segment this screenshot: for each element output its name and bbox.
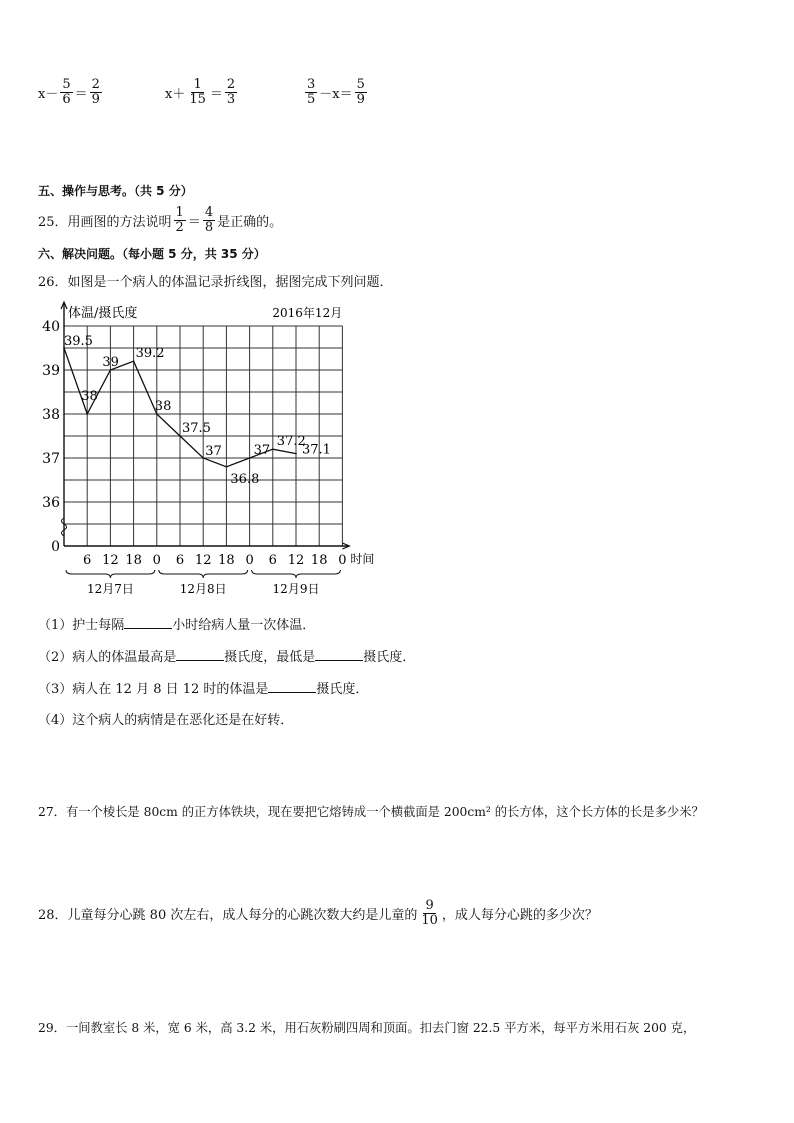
- question-26-1: [38, 614, 315, 633]
- section-5-heading: 五、操作与思考。（共 5 分）: [38, 184, 193, 198]
- y-tick-label: 38: [42, 407, 60, 423]
- answer-blank[interactable]: [315, 648, 363, 661]
- day-brace: [66, 570, 155, 578]
- data-point: [295, 453, 297, 455]
- q26-2-text-b: 摄氏度，最低是: [224, 650, 316, 665]
- x-tick-label: 18: [310, 553, 328, 568]
- data-value-label: 37.2: [276, 434, 306, 450]
- day-label: 12月7日: [86, 582, 134, 596]
- eq2-fraction-b: $\frac{2}{3}$: [226, 77, 236, 108]
- data-point: [86, 413, 88, 415]
- eq1-fraction-b: $\frac{2}{9}$: [91, 77, 100, 108]
- x-tick-label: 0: [152, 553, 161, 568]
- eq1-prefix: x－: [38, 87, 59, 103]
- q25-equals: ＝: [187, 215, 201, 231]
- x-tick-label: 12: [287, 553, 305, 568]
- data-point: [249, 457, 251, 459]
- data-value-label: 37: [253, 443, 271, 458]
- data-value-label: 39.5: [64, 334, 93, 349]
- y-tick-label: 37: [42, 451, 60, 467]
- section-6-heading: 六、解决问题。（每小题 5 分，共 35 分）: [38, 247, 266, 261]
- answer-blank[interactable]: [268, 680, 316, 693]
- answer-blank[interactable]: [124, 616, 172, 629]
- eq3-fraction-b: $\frac{5}{9}$: [356, 77, 365, 108]
- q26-2-text-a: （2）病人的体温最高是: [38, 650, 177, 665]
- chart-title: 2016年12月: [272, 306, 343, 320]
- x-tick-label: 0: [338, 553, 347, 568]
- data-point: [272, 448, 274, 450]
- y-tick-label: 39: [42, 363, 60, 379]
- x-tick-label: 6: [83, 553, 92, 568]
- x-axis-label: 时间: [350, 552, 374, 566]
- data-point: [179, 435, 181, 437]
- q28-fraction: $\frac{9}{10}$: [421, 898, 438, 929]
- day-brace: [159, 570, 248, 578]
- eq1-mid: ＝: [74, 87, 88, 103]
- temperature-line-chart: [34, 298, 374, 603]
- question-26-3: [38, 678, 368, 697]
- question-25: [38, 206, 282, 236]
- eq2-prefix: x＋: [165, 87, 186, 103]
- x-tick-label: 18: [218, 553, 235, 568]
- data-value-label: 38: [154, 399, 172, 414]
- x-tick-label: 12: [102, 553, 119, 568]
- q28-text-b: ，成人每分心跳的多少次？: [441, 908, 598, 924]
- q25-prefix: 25．用画图的方法说明: [38, 215, 172, 231]
- question-28: [38, 899, 598, 929]
- x-tick-label: 0: [245, 553, 254, 568]
- q28-text-a: 28．儿童每分心跳 80 次左右，成人每分的心跳次数大约是儿童的: [38, 908, 418, 924]
- q25-fraction-b: $\frac{4}{8}$: [204, 205, 214, 236]
- data-point: [202, 457, 204, 459]
- question-29: 29．一间教室长 8 米，宽 6 米，高 3.2 米，用石灰粉刷四周和顶面。扣去门窗 22.5 平方米，每平方米用石灰 200 克，: [38, 1021, 696, 1035]
- x-tick-label: 12: [194, 553, 212, 568]
- x-tick-label: 6: [268, 553, 277, 568]
- eq3-fraction-a: $\frac{3}{5}$: [307, 77, 316, 108]
- eq3-mid: －x＝: [319, 87, 353, 103]
- data-value-label: 37.5: [182, 421, 211, 436]
- y-tick-label: 36: [42, 495, 60, 511]
- data-point: [226, 466, 228, 468]
- data-value-label: 38: [81, 389, 98, 404]
- data-value-label: 39: [102, 355, 119, 370]
- question-26: 26．如图是一个病人的体温记录折线图，据图完成下列问题．: [38, 275, 393, 290]
- day-label: 12月9日: [272, 582, 320, 596]
- data-value-label: 36.8: [230, 471, 260, 487]
- question-27: 27．有一个棱长是 80cm 的正方体铁块，现在要把它熔铸成一个横截面是 200cm² 的长方体，这个长方体的长是多少米？: [38, 805, 704, 819]
- q26-1-text-b: 小时给病人量一次体温．: [172, 618, 316, 633]
- question-26-2: [38, 646, 415, 665]
- equation-1: [38, 78, 104, 108]
- q25-suffix: 是正确的。: [217, 215, 283, 231]
- equation-2: [165, 78, 239, 108]
- equation-3: [303, 78, 369, 108]
- q26-1-text-a: （1）护士每隔: [38, 618, 125, 633]
- y-tick-label: 40: [42, 319, 60, 335]
- eq1-fraction-a: $\frac{5}{6}$: [62, 77, 71, 108]
- day-brace: [252, 570, 341, 578]
- y-tick-label: 0: [51, 539, 60, 555]
- answer-blank[interactable]: [176, 648, 224, 661]
- q26-3-text-b: 摄氏度．: [316, 682, 369, 697]
- x-tick-label: 6: [175, 553, 185, 568]
- data-value-label: 39.2: [135, 346, 165, 362]
- day-label: 12月8日: [179, 582, 227, 596]
- question-26-4: （4）这个病人的病情是在恶化还是在好转．: [38, 713, 294, 728]
- q26-2-text-c: 摄氏度．: [363, 650, 416, 665]
- eq2-mid: ＝: [209, 87, 223, 103]
- data-value-label: 37: [205, 444, 222, 459]
- eq2-fraction-a: $\frac{1}{15}$: [189, 77, 206, 108]
- data-point: [133, 360, 135, 362]
- y-axis-label: 体温/摄氏度: [68, 306, 138, 321]
- data-value-label: 37.1: [302, 442, 331, 458]
- x-tick-label: 18: [125, 553, 142, 568]
- q26-3-text-a: （3）病人在 12 月 8 日 12 时的体温是: [38, 682, 269, 697]
- q25-fraction-a: $\frac{1}{2}$: [175, 205, 184, 236]
